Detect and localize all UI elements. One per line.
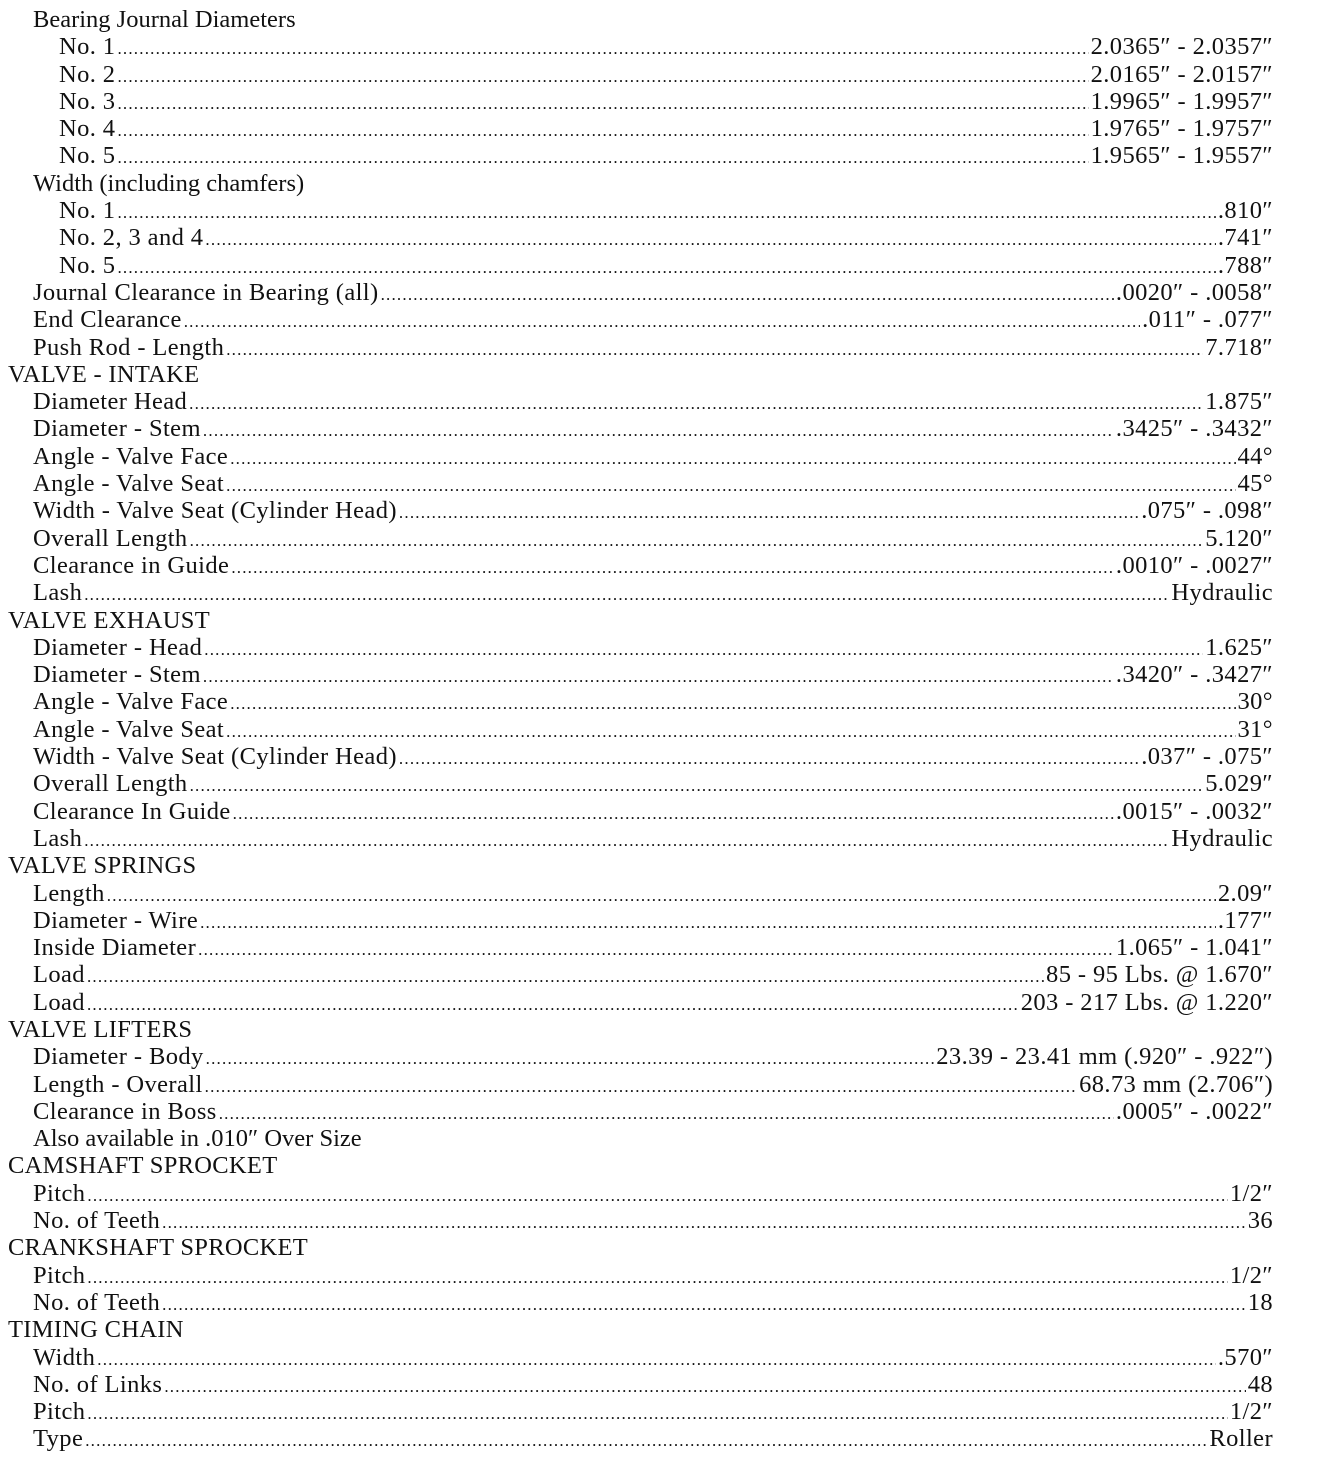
dot-leader [230,690,1235,717]
spec-value: 2.0165″ - 2.0157″ [1090,60,1273,88]
dot-leader [117,199,1215,226]
spec-value: 1.9765″ - 1.9757″ [1090,115,1273,143]
spec-row [0,552,1273,579]
dot-leader [107,882,1216,909]
spec-label: Angle - Valve Face [33,442,229,470]
dot-leader [203,417,1114,444]
dot-leader [117,117,1088,144]
spec-row [0,1398,1273,1425]
spec-label: Lash [33,824,83,852]
spec-label: Pitch [33,1398,86,1426]
spec-value: .3420″ - .3427″ [1115,661,1273,689]
spec-value: 68.73 mm (2.706″) [1079,1070,1273,1098]
section-heading: VALVE EXHAUST [8,606,210,634]
spec-label: Diameter Head [33,388,188,416]
spec-value: 1/2″ [1229,1179,1273,1207]
spec-value: .0020″ - .0058″ [1115,278,1273,306]
spec-row [0,497,1273,524]
dot-leader [205,1073,1077,1100]
dot-leader [381,281,1114,308]
spec-label: Clearance in Boss [33,1097,217,1125]
spec-row [0,443,1273,470]
spec-value: 1.625″ [1205,633,1273,661]
dot-leader [226,718,1235,745]
dot-leader [162,1291,1246,1318]
spec-value: 1.065″ - 1.041″ [1115,934,1273,962]
spec-value: 18 [1247,1288,1273,1316]
dot-leader [184,308,1140,335]
spec-value: 1.875″ [1205,388,1273,416]
dot-leader [162,1209,1246,1236]
spec-value: 31° [1237,715,1273,743]
dot-leader [87,991,1019,1018]
spec-value: .810″ [1217,197,1273,225]
dot-leader [84,827,1169,854]
spec-label: Journal Clearance in Bearing (all) [33,278,379,306]
section-heading: CAMSHAFT SPROCKET [8,1152,278,1180]
spec-value: .0015″ - .0032″ [1115,797,1273,825]
spec-label: Push Rod - Length [33,333,225,361]
spec-row [0,961,1273,988]
spec-value: .0005″ - .0022″ [1115,1097,1273,1125]
spec-label: Load [33,988,85,1016]
spec-row [0,252,1273,279]
spec-label: No. 1 [59,197,116,225]
spec-row [0,770,1273,797]
dot-leader [117,63,1088,90]
spec-label: Clearance in Guide [33,551,230,579]
spec-value: Hydraulic [1171,824,1273,852]
spec-row [0,115,1273,142]
spec-row [0,661,1273,688]
spec-label: Diameter - Head [33,633,203,661]
spec-label: Clearance In Guide [33,797,231,825]
spec-row [0,334,1273,361]
spec-row [0,1180,1273,1207]
section-heading: VALVE SPRINGS [8,852,197,880]
dot-leader [226,336,1203,363]
spec-value: 48 [1247,1370,1273,1398]
dot-leader [198,936,1114,963]
spec-label: Pitch [33,1179,86,1207]
spec-row [0,197,1273,224]
dot-leader [87,963,1044,990]
spec-value: 1/2″ [1229,1398,1273,1426]
spec-value: .177″ [1217,906,1273,934]
spec-row [0,579,1273,606]
dot-leader [97,1346,1216,1373]
subsection-label: Bearing Journal Diameters [33,6,296,33]
subsection-label: Also available in .010″ Over Size [33,1125,362,1153]
dot-leader [200,909,1216,936]
dot-leader [190,527,1204,554]
spec-value: .788″ [1217,251,1273,279]
dot-leader [399,745,1139,772]
spec-value: .037″ - .075″ [1141,743,1273,771]
section-heading: VALVE - INTAKE [8,360,200,388]
spec-value: .011″ - .077″ [1142,306,1273,334]
dot-leader [230,445,1235,472]
dot-leader [87,1264,1228,1291]
dot-leader [84,581,1169,608]
spec-label: Angle - Valve Face [33,688,229,716]
spec-row [0,989,1273,1016]
spec-value: 1.9565″ - 1.9557″ [1090,142,1273,170]
spec-label: No. 2 [59,60,116,88]
spec-value: 30° [1237,688,1273,716]
spec-value: 2.0365″ - 2.0357″ [1090,33,1273,61]
section-heading: TIMING CHAIN [8,1316,184,1344]
spec-value: 2.09″ [1217,879,1273,907]
dot-leader [189,390,1203,417]
spec-label: Overall Length [33,524,188,552]
spec-label: Load [33,961,85,989]
spec-row [0,88,1273,115]
spec-row [0,525,1273,552]
section-heading: VALVE LIFTERS [8,1015,193,1043]
spec-row [0,688,1273,715]
dot-leader [226,472,1235,499]
spec-row [0,798,1273,825]
spec-label: End Clearance [33,306,182,334]
spec-value: .0010″ - .0027″ [1115,551,1273,579]
spec-label: Width [33,1343,96,1371]
spec-value: Hydraulic [1171,579,1273,607]
spec-row [0,907,1273,934]
spec-label: No. 4 [59,115,116,143]
spec-label: No. 5 [59,251,116,279]
spec-label: No. 3 [59,87,116,115]
spec-label: Diameter - Wire [33,906,199,934]
spec-row [0,61,1273,88]
spec-value: 203 - 217 Lbs. @ 1.220″ [1020,988,1273,1016]
dot-leader [206,1045,935,1072]
spec-label: No. 5 [59,142,116,170]
spec-label: Diameter - Body [33,1043,204,1071]
spec-row [0,1071,1273,1098]
dot-leader [399,499,1139,526]
spec-label: Diameter - Stem [33,661,201,689]
spec-value: 7.718″ [1205,333,1273,361]
spec-value: 45° [1237,470,1273,498]
spec-row [0,1425,1273,1452]
subsection-label: Width (including chamfers) [33,169,305,197]
spec-label: Angle - Valve Seat [33,470,225,498]
spec-sheet [0,6,1328,1453]
spec-row [0,1371,1273,1398]
spec-label: Length [33,879,105,907]
spec-row [0,1289,1273,1316]
spec-row [0,743,1273,770]
spec-row [0,825,1273,852]
spec-row [0,224,1273,251]
spec-row [0,1098,1273,1125]
spec-value: .3425″ - .3432″ [1115,415,1273,443]
spec-label: Lash [33,579,83,607]
spec-label: Width - Valve Seat (Cylinder Head) [33,497,397,525]
spec-label: Inside Diameter [33,934,197,962]
spec-value: 1.9965″ - 1.9957″ [1090,87,1273,115]
spec-row [0,1344,1273,1371]
dot-leader [85,1427,1207,1454]
dot-leader [233,800,1114,827]
spec-label: Diameter - Stem [33,415,201,443]
section-heading: CRANKSHAFT SPROCKET [8,1234,308,1262]
dot-leader [204,636,1203,663]
spec-value: 1/2″ [1229,1261,1273,1289]
spec-value: .741″ [1217,224,1273,252]
spec-value: 5.029″ [1205,770,1273,798]
spec-row [0,716,1273,743]
spec-row [0,634,1273,661]
dot-leader [117,254,1215,281]
spec-row [0,1207,1273,1234]
spec-value: Roller [1209,1425,1273,1453]
spec-label: Length - Overall [33,1070,203,1098]
spec-label: Type [33,1425,84,1453]
dot-leader [87,1400,1228,1427]
spec-row [0,33,1273,60]
spec-label: No. 1 [59,33,116,61]
spec-row [0,415,1273,442]
spec-row [0,142,1273,169]
spec-row [0,880,1273,907]
spec-row [0,1262,1273,1289]
spec-value: .570″ [1217,1343,1273,1371]
dot-leader [205,226,1215,253]
dot-leader [219,1100,1114,1127]
spec-label: No. of Links [33,1370,163,1398]
dot-leader [203,663,1114,690]
spec-label: No. of Teeth [33,1288,161,1316]
spec-value: 36 [1247,1207,1273,1235]
spec-value: 23.39 - 23.41 mm (.920″ - .922″) [936,1043,1273,1071]
dot-leader [164,1373,1245,1400]
spec-label: Angle - Valve Seat [33,715,225,743]
spec-value: 44° [1237,442,1273,470]
dot-leader [231,554,1114,581]
spec-value: 5.120″ [1205,524,1273,552]
spec-label: No. 2, 3 and 4 [59,224,204,252]
spec-label: Pitch [33,1261,86,1289]
spec-row [0,470,1273,497]
dot-leader [87,1182,1228,1209]
dot-leader [117,90,1088,117]
spec-row [0,1043,1273,1070]
spec-row [0,306,1273,333]
dot-leader [117,144,1088,171]
spec-label: Width - Valve Seat (Cylinder Head) [33,743,397,771]
spec-value: 85 - 95 Lbs. @ 1.670″ [1046,961,1273,989]
spec-label: No. of Teeth [33,1207,161,1235]
spec-row [0,388,1273,415]
spec-row [0,934,1273,961]
spec-row [0,279,1273,306]
dot-leader [190,772,1204,799]
dot-leader [117,35,1088,62]
spec-label: Overall Length [33,770,188,798]
spec-value: .075″ - .098″ [1141,497,1273,525]
